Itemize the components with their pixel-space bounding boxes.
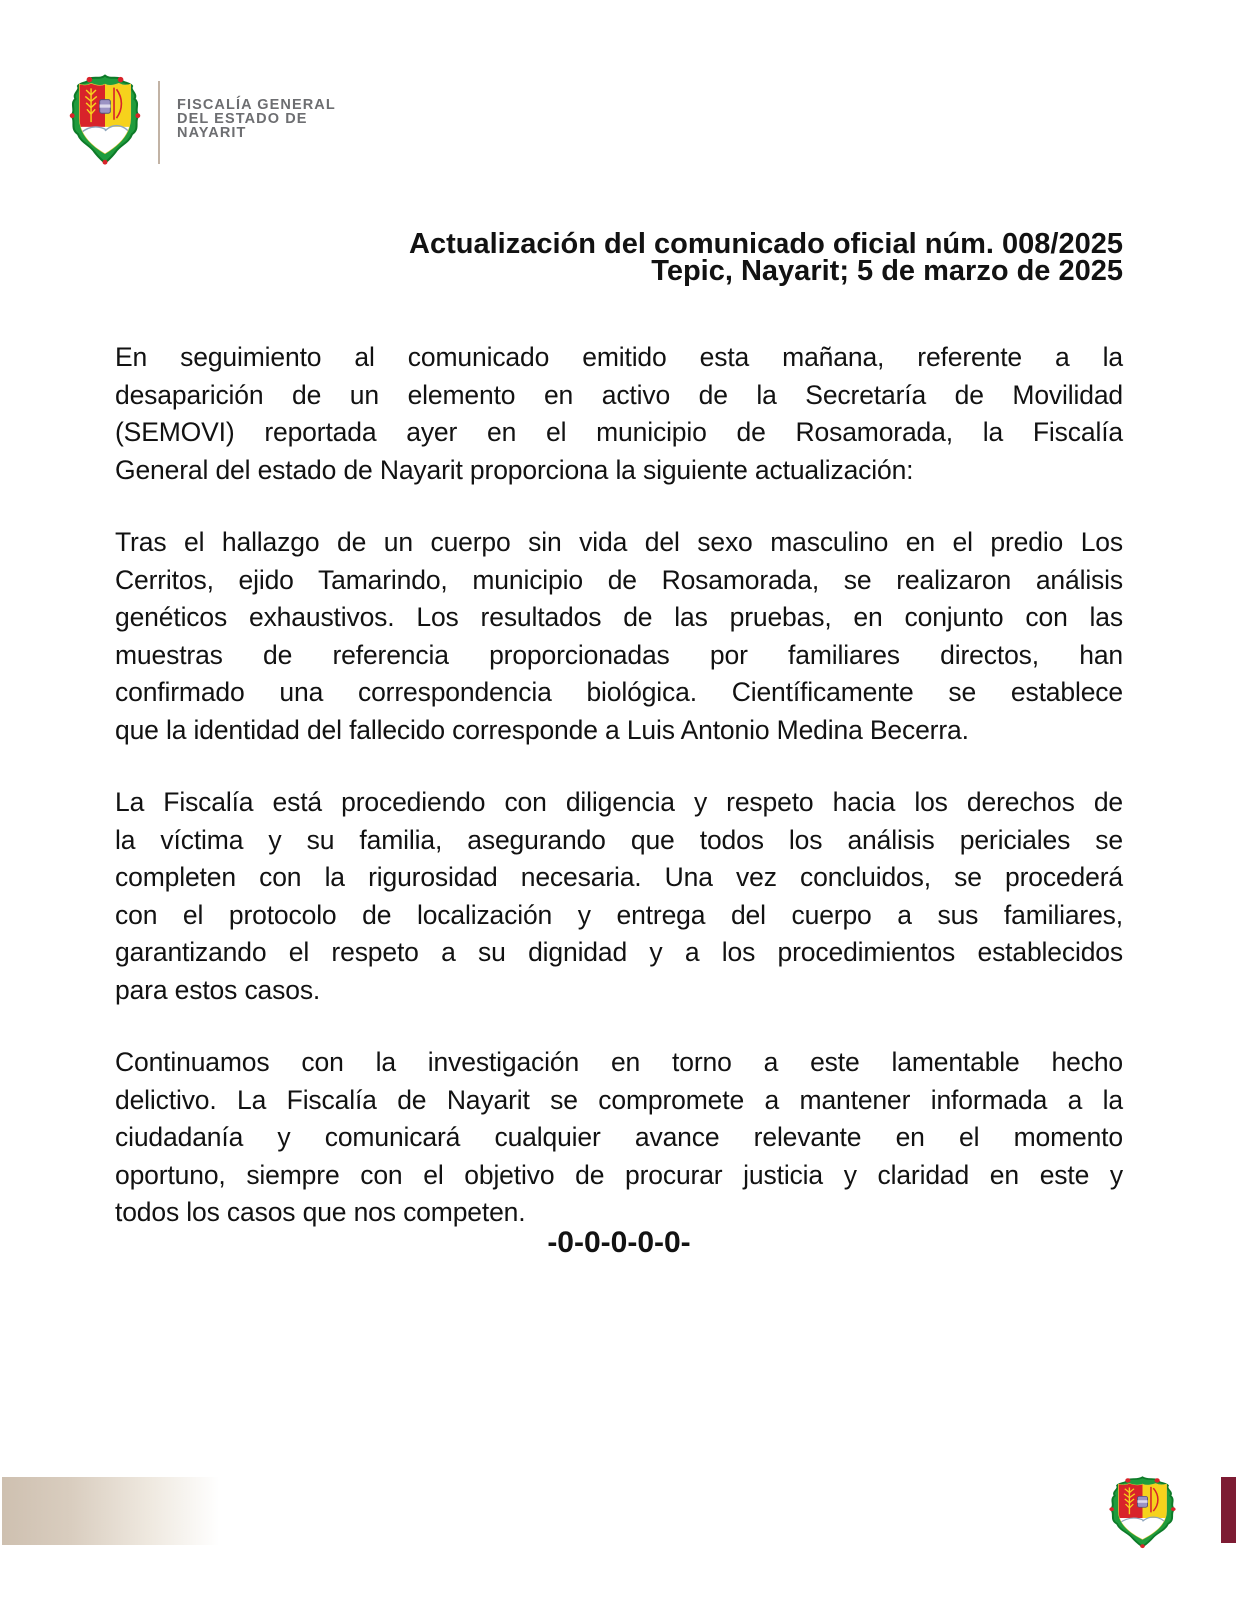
org-name-block (177, 99, 336, 140)
paragraph-line: genéticos exhaustivos. Los resultados de las pruebas, en conjunto con las (115, 602, 1123, 632)
paragraph (115, 784, 1123, 1009)
org-name-line-2: DEL ESTADO DE (177, 110, 308, 127)
nayarit-coat-of-arms-logo (64, 74, 146, 167)
paragraph (115, 1044, 1123, 1232)
paragraph-line: con el protocolo de localización y entrega del cuerpo a sus familiares, (115, 899, 1123, 930)
footer-gradient-bar (2, 1477, 231, 1545)
paragraph-line: confirmado una correspondencia biológica. Científicamente se establece (115, 677, 1123, 707)
document-title: Actualización del comunicado oficial núm. 008/2025 (409, 228, 1123, 261)
paragraph-line: (SEMOVI) reportada ayer en el municipio de Rosamorada, la Fiscalía (115, 417, 1123, 447)
paragraph (115, 339, 1123, 489)
footer-maroon-bar (1221, 1477, 1236, 1543)
paragraph-line: Continuamos con la investigación en torno a este lamentable hecho (115, 1047, 1123, 1077)
end-divider: -0-0-0-0-0- (547, 1226, 691, 1259)
body-paragraphs (115, 339, 1123, 1232)
paragraph-line: la víctima y su familia, asegurando que todos los análisis periciales se (115, 824, 1123, 855)
paragraph (115, 524, 1123, 749)
paragraph-line: todos los casos que nos competen. (115, 1197, 526, 1227)
paragraph-line: para estos casos. (115, 974, 321, 1005)
paragraph-line: delictivo. La Fiscalía de Nayarit se compromete a mantener informada a la (115, 1084, 1123, 1115)
paragraph-line: La Fiscalía está procediendo con diligencia y respeto hacia los derechos de (115, 787, 1123, 817)
paragraph-line: oportuno, siempre con el objetivo de procurar justicia y claridad en este y (115, 1159, 1123, 1190)
footer-coat-of-arms-logo (1104, 1476, 1181, 1550)
org-name-line-1: FISCALÍA GENERAL (177, 97, 336, 113)
paragraph-line: En seguimiento al comunicado emitido esta mañana, referente a la (115, 342, 1123, 372)
paragraph-line: ciudadanía y comunicará cualquier avance relevante en el momento (115, 1122, 1123, 1152)
paragraph-line: que la identidad del fallecido corresponde a Luis Antonio Medina Becerra. (115, 714, 969, 745)
org-name-line-3: NAYARIT (177, 124, 247, 141)
document-dateline: Tepic, Nayarit; 5 de marzo de 2025 (651, 255, 1123, 287)
letterhead-divider (158, 81, 160, 164)
paragraph-line: completen con la rigurosidad necesaria. Una vez concluidos, se procederá (115, 862, 1123, 892)
paragraph-line: desaparición de un elemento en activo de la Secretaría de Movilidad (115, 379, 1123, 410)
paragraph-line: garantizando el respeto a su dignidad y a los procedimientos establecidos (115, 937, 1123, 967)
paragraph-line: General del estado de Nayarit proporciona la siguiente actualización: (115, 454, 914, 485)
paragraph-line: Cerritos, ejido Tamarindo, municipio de Rosamorada, se realizaron análisis (115, 564, 1123, 595)
paragraph-line: Tras el hallazgo de un cuerpo sin vida del sexo masculino en el predio Los (115, 527, 1123, 557)
paragraph-line: muestras de referencia proporcionadas por familiares directos, han (115, 639, 1123, 670)
